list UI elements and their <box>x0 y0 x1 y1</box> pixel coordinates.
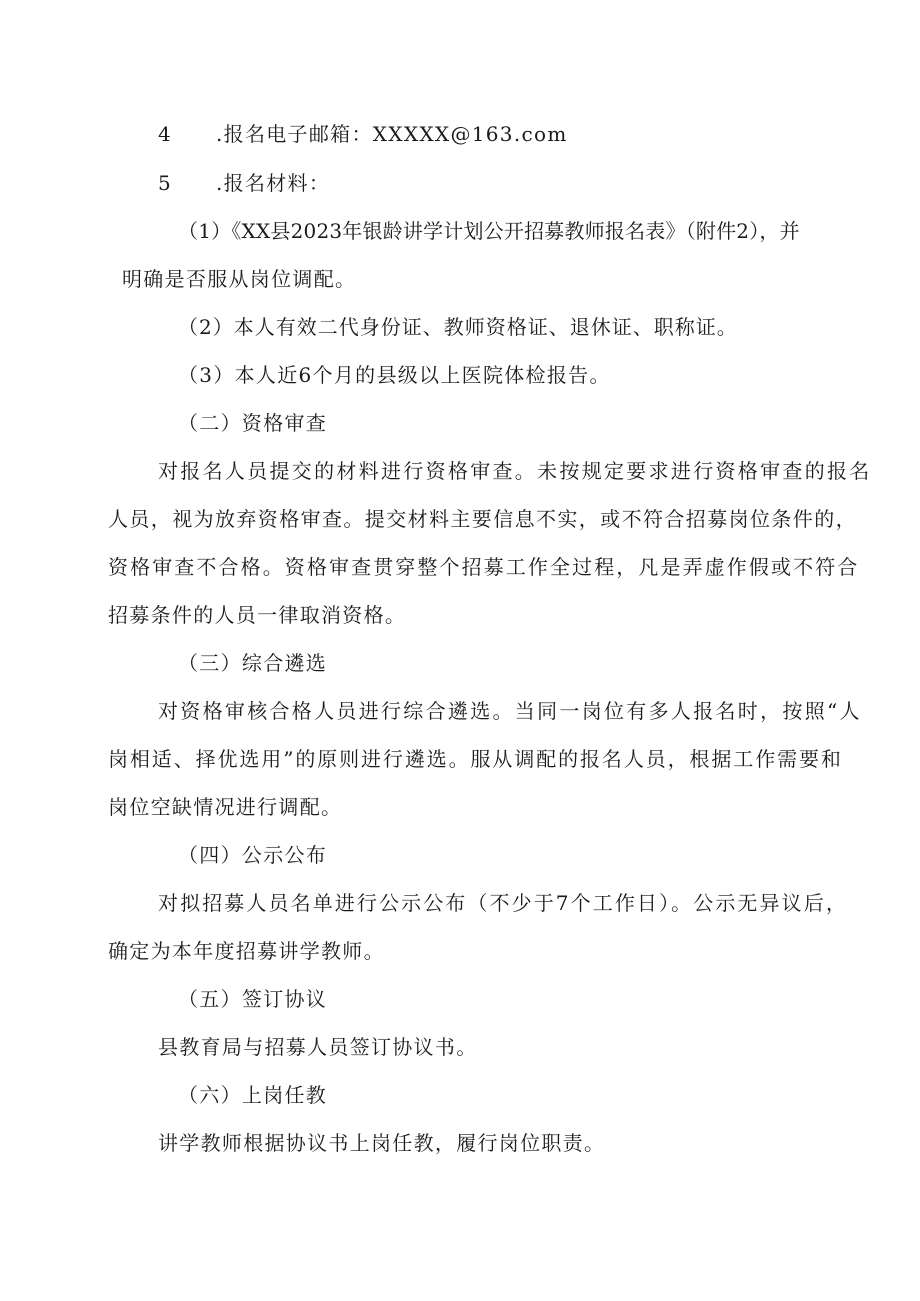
paragraph-line: 招募条件的人员一律取消资格。 <box>108 603 407 627</box>
email-line: .报名电子邮箱：XXXXX@163.com <box>216 122 568 146</box>
paragraph-line: 确定为本年度招募讲学教师。 <box>108 939 385 963</box>
section-heading-selection: （三）综合遴选 <box>178 651 328 675</box>
material-item-2: （2）本人有效二代身份证、教师资格证、退休证、职称证。 <box>178 315 738 339</box>
paragraph-line: 岗相适、择优选用”的原则进行遴选。服从调配的报名人员，根据工作需要和 <box>108 747 843 771</box>
item-number: 4 <box>158 122 171 146</box>
section-heading-publicity: （四）公示公布 <box>178 843 328 867</box>
paragraph-line: 对拟招募人员名单进行公示公布（不少于7个工作日）。公示无异议后， <box>158 891 848 915</box>
item-number: 5 <box>158 171 171 195</box>
materials-line: .报名材料： <box>216 171 331 195</box>
material-item-1-cont: 明确是否服从岗位调配。 <box>122 267 357 291</box>
paragraph-line: 讲学教师根据协议书上岗任教，履行岗位职责。 <box>158 1131 606 1155</box>
paragraph-line: 岗位空缺情况进行调配。 <box>108 795 343 819</box>
section-heading-agreement: （五）签订协议 <box>178 987 328 1011</box>
material-item-3: （3）本人近6个月的县级以上医院体检报告。 <box>178 363 611 387</box>
section-heading-review: （二）资格审查 <box>178 411 328 435</box>
section-heading-onboard: （六）上岗任教 <box>178 1083 328 1107</box>
paragraph-line: 对报名人员提交的材料进行资格审查。未按规定要求进行资格审查的报名 <box>158 459 872 483</box>
paragraph-line: 对资格审核合格人员进行综合遴选。当同一岗位有多人报名时，按照“人 <box>158 699 862 723</box>
paragraph-line: 人员，视为放弃资格审查。提交材料主要信息不实，或不符合招募岗位条件的， <box>108 507 857 531</box>
material-item-1: （1）《XX县2023年银龄讲学计划公开招募教师报名表》（附件2），并 <box>178 219 800 243</box>
paragraph-line: 县教育局与招募人员签订协议书。 <box>158 1035 478 1059</box>
paragraph-line: 资格审查不合格。资格审查贯穿整个招募工作全过程，凡是弄虚作假或不符合 <box>108 555 860 579</box>
